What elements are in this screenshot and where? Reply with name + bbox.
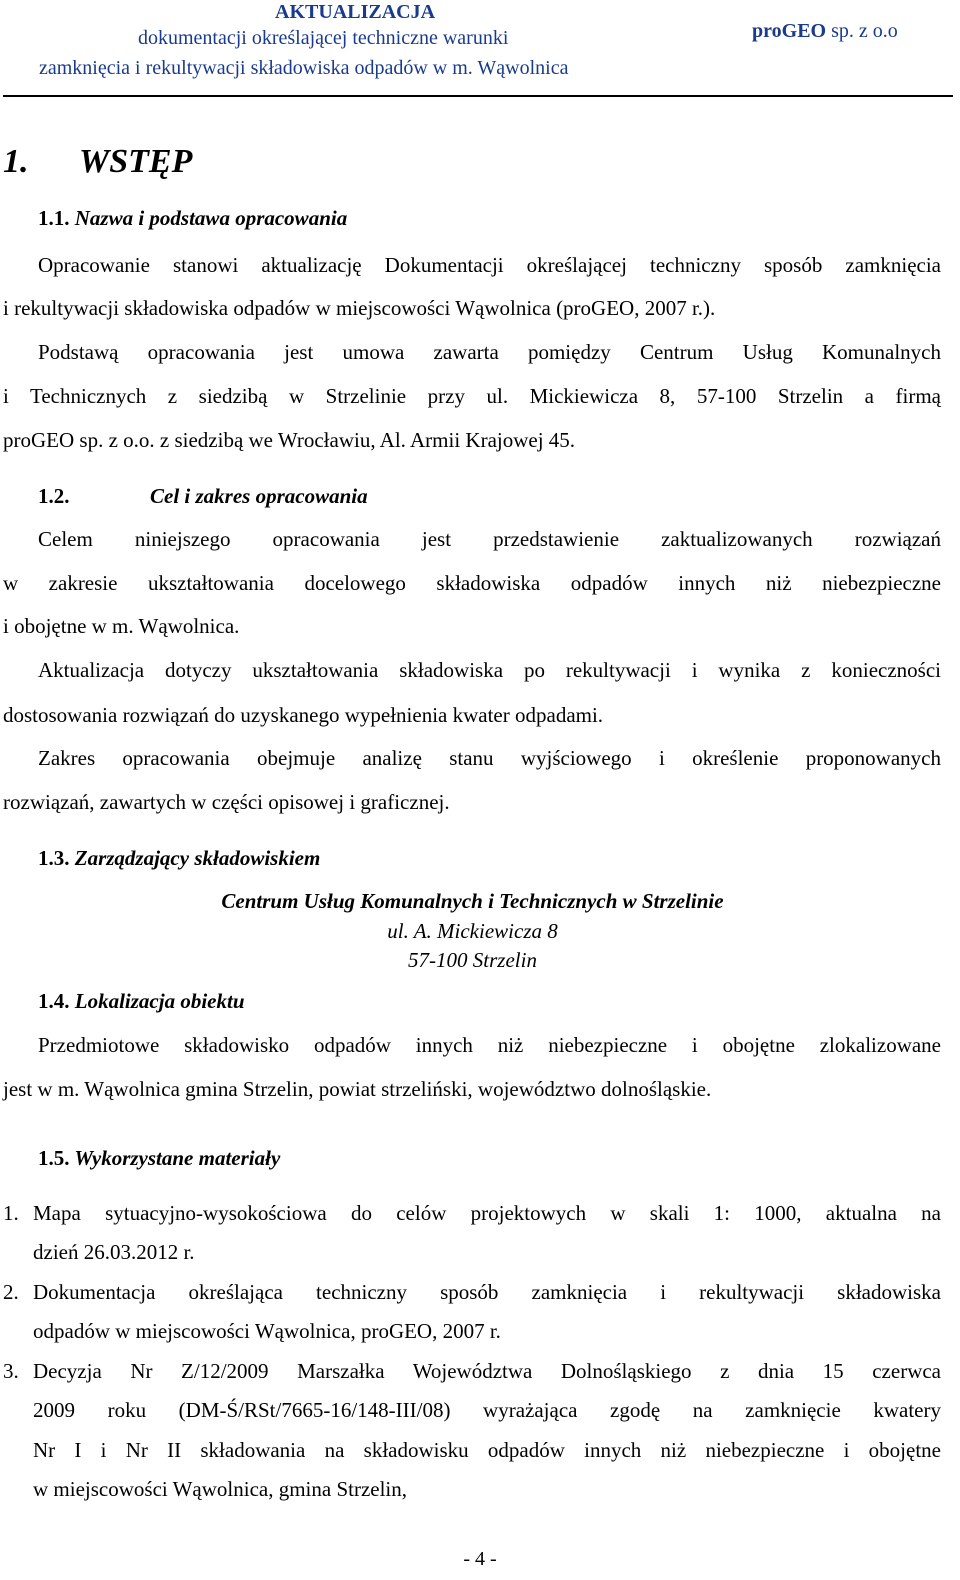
- s1-4-p1-line2: jest w m. Wąwolnica gmina Strzelin, powiat strzeliński, województwo dolnośląskie.: [3, 1077, 712, 1101]
- subsection-1-2-heading: [38, 484, 368, 509]
- subsection-1-3-heading: [38, 846, 320, 871]
- org-city: 57-100 Strzelin: [408, 948, 537, 972]
- subsection-1-4-heading: [38, 989, 245, 1014]
- reference-number: 2.: [3, 1280, 19, 1304]
- s1-1-p1-line1: Opracowanie stanowi aktualizację Dokumentacji określającej techniczny sposób zamknięcia: [38, 253, 941, 277]
- reference-item-line: Mapa sytuacyjno-wysokościowa do celów projektowych w skali 1: 1000, aktualna na: [33, 1201, 941, 1225]
- s1-1-p2-line2: i Technicznych z siedzibą w Strzelinie przy ul. Mickiewicza 8, 57-100 Strzelin a firmą: [3, 384, 941, 408]
- subsection-title: Zarządzający składowiskiem: [69, 846, 321, 870]
- s1-2-p2-line2: dostosowania rozwiązań do uzyskanego wypełnienia kwater odpadami.: [3, 703, 604, 727]
- header-subtitle-line2: zamknięcia i rekultywacji składowiska odpadów w m. Wąwolnica: [39, 57, 569, 79]
- subsection-title: Nazwa i podstawa opracowania: [69, 206, 348, 230]
- s1-1-p2-line1: Podstawą opracowania jest umowa zawarta pomiędzy Centrum Usług Komunalnych: [38, 340, 941, 364]
- subsection-1-5-heading: [38, 1146, 280, 1171]
- company-name-rest: sp. z o.o: [826, 20, 898, 42]
- s1-2-p3-line2: rozwiązań, zawartych w części opisowej i graficznej.: [3, 790, 450, 814]
- subsection-number: 1.3.: [38, 846, 70, 870]
- subsection-number: 1.1.: [38, 206, 70, 230]
- reference-item-line: Nr I i Nr II składowania na składowisku odpadów innych niż niebezpieczne i obojętne: [33, 1438, 941, 1462]
- subsection-1-1-heading: [38, 206, 347, 231]
- page-number: - 4 -: [463, 1548, 497, 1570]
- s1-1-p2-line3: proGEO sp. z o.o. z siedzibą we Wrocławiu, Al. Armii Krajowej 45.: [3, 428, 576, 452]
- s1-2-p2-line1: Aktualizacja dotyczy ukształtowania składowiska po rekultywacji i wynika z konieczności: [38, 658, 941, 682]
- header-rule: [3, 95, 953, 97]
- subsection-number: 1.5.: [38, 1146, 70, 1170]
- reference-item-line: Decyzja Nr Z/12/2009 Marszałka Województwa Dolnośląskiego z dnia 15 czerwca: [33, 1359, 941, 1383]
- subsection-number: 1.2.: [38, 484, 70, 508]
- s1-2-p1-line1: Celem niniejszego opracowania jest przedstawienie zaktualizowanych rozwiązań: [38, 527, 941, 551]
- s1-4-p1-line1: Przedmiotowe składowisko odpadów innych niż niebezpieczne i obojętne zlokalizowane: [38, 1033, 941, 1057]
- header-company: [752, 20, 898, 43]
- reference-item-line: odpadów w miejscowości Wąwolnica, proGEO, 2007 r.: [33, 1319, 501, 1343]
- s1-2-p1-line2: w zakresie ukształtowania docelowego składowiska odpadów innych niż niebezpieczne: [3, 571, 941, 595]
- header-title: AKTUALIZACJA: [275, 1, 436, 23]
- section-number: 1.: [3, 143, 29, 180]
- s1-1-p1-line2: i rekultywacji składowiska odpadów w miejscowości Wąwolnica (proGEO, 2007 r.).: [3, 296, 716, 320]
- company-name-bold: proGEO: [752, 20, 827, 42]
- subsection-title: Wykorzystane materiały: [69, 1146, 281, 1170]
- subsection-number: 1.4.: [38, 989, 70, 1013]
- reference-item-line: 2009 roku (DM-Ś/RSt/7665-16/148-III/08) wyrażająca zgodę na zamknięcie kwatery: [33, 1398, 941, 1422]
- section-title: WSTĘP: [79, 143, 193, 180]
- reference-number: 3.: [3, 1359, 19, 1383]
- reference-item-line: Dokumentacja określająca techniczny sposób zamknięcia i rekultywacji składowiska: [33, 1280, 941, 1304]
- reference-item-line: w miejscowości Wąwolnica, gmina Strzelin,: [33, 1477, 408, 1501]
- header-subtitle-line1: dokumentacji określającej techniczne warunki: [138, 27, 509, 49]
- org-street: ul. A. Mickiewicza 8: [387, 919, 558, 943]
- subsection-title: Cel i zakres opracowania: [150, 484, 368, 508]
- section-heading: [3, 143, 192, 181]
- subsection-title: Lokalizacja obiektu: [69, 989, 245, 1013]
- s1-2-p1-line3: i obojętne w m. Wąwolnica.: [3, 614, 240, 638]
- org-name: Centrum Usług Komunalnych i Technicznych w Strzelinie: [221, 889, 724, 913]
- s1-2-p3-line1: Zakres opracowania obejmuje analizę stanu wyjściowego i określenie proponowanych: [38, 746, 941, 770]
- reference-item-line: dzień 26.03.2012 r.: [33, 1240, 195, 1264]
- reference-number: 1.: [3, 1201, 19, 1225]
